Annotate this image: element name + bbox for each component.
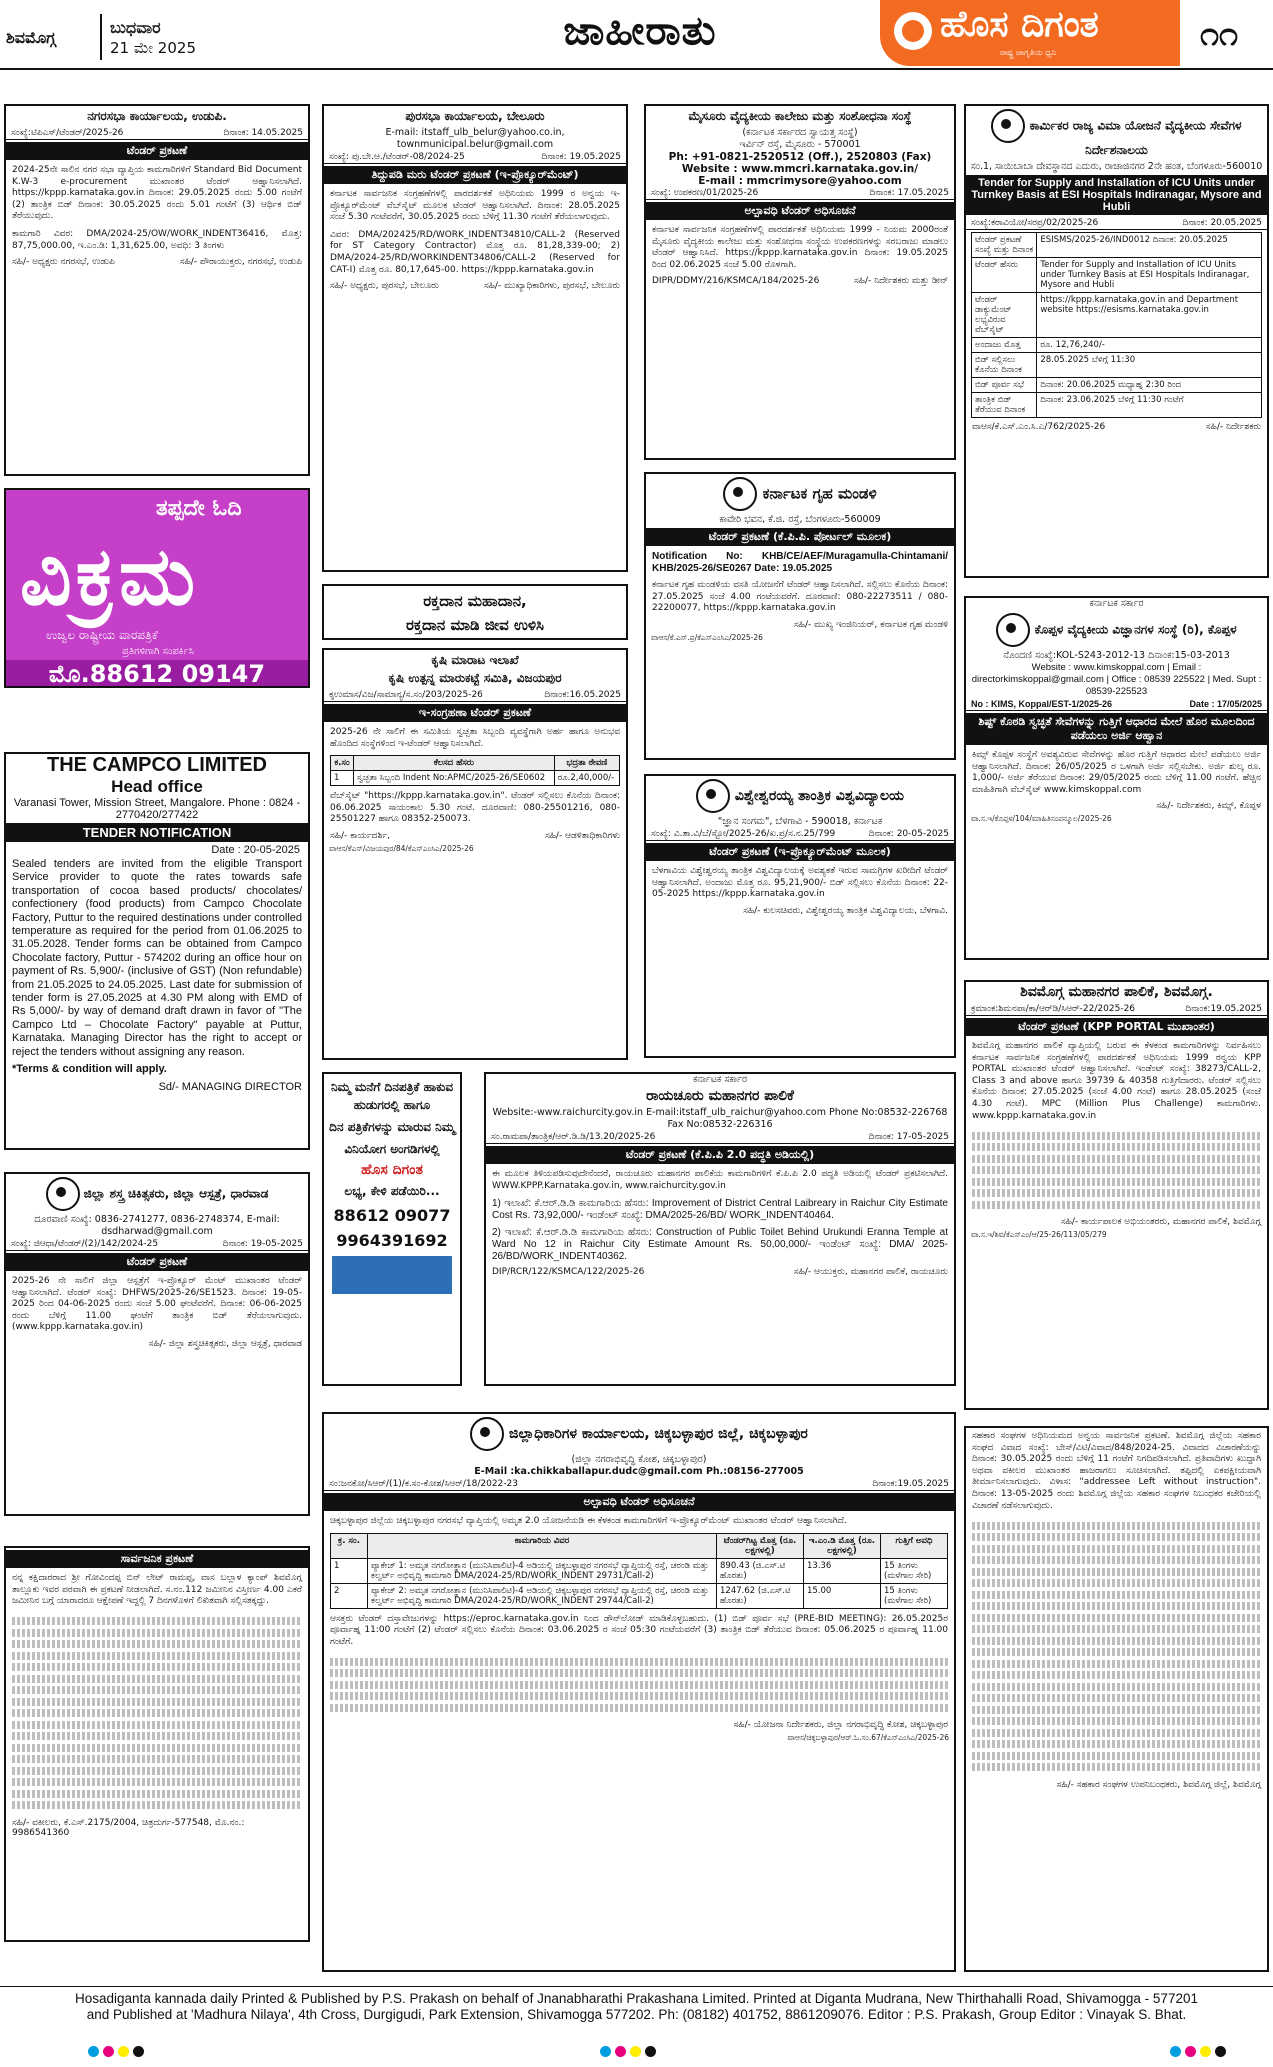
ad-office: ಪುರಸಭಾ ಕಾರ್ಯಾಲಯ, ಬೇಲೂರು — [405, 109, 545, 123]
ad-office — [966, 610, 1267, 650]
vikrama-contact: ಪ್ರತಿಗಳಿಗಾಗಿ ಸಂಪರ್ಕಿಸಿ — [122, 646, 194, 657]
table-row — [972, 338, 1262, 353]
registration-marks-center — [600, 2046, 656, 2060]
koppal-kims-ad — [964, 596, 1269, 960]
ad-bar: ಟೆಂಡರ್ ಪ್ರಕಟಣೆ (ಕೆ.ಪಿ.ಪಿ. ಪೋರ್ಟಲ್ ಮೂಲಕ) — [646, 528, 954, 546]
ad-gov: ಕರ್ನಾಟಕ ಸರ್ಕಾರ — [1089, 598, 1144, 609]
ad-notification: Notification No: KHB/CE/AEF/Muragamulla-Chintamani/ KHB/2025-26/SE0267 Date: 19.05.2025 — [652, 551, 948, 574]
ad-ref: No : KIMS, Koppal/EST-1/2025-26 — [971, 699, 1113, 709]
ad-date: ದಿನಾಂಕ: 19.05.2025 — [541, 152, 621, 162]
ad-bar: ಟೆಂಡರ್ ಪ್ರಕಟಣೆ (ಕೆ.ಪಿ.ಪಿ 2.0 ಪದ್ಧತಿ ಅಡಿಯಲ್ಲಿ) — [486, 1146, 954, 1164]
table-cell: ಟೆಂಡರ್ ಪ್ರಕಟಣೆ ಸಂಖ್ಯೆ ಮತ್ತು ದಿನಾಂಕ — [972, 233, 1037, 258]
cyan-mark-icon — [88, 2046, 99, 2057]
ad-office: ರಾಯಚೂರು ಮಹಾನಗರ ಪಾಲಿಕೆ — [646, 1088, 794, 1104]
ad-signatures — [486, 1265, 954, 1279]
ad-sign: ಸಹಿ/- ಮುಖ್ಯ ಇಂಜಿನಿಯರ್, ಕರ್ನಾಟಕ ಗೃಹ ಮಂಡಳಿ — [794, 619, 948, 630]
ad-office-text: ಜಿಲ್ಲಾಧಿಕಾರಿಗಳ ಕಾರ್ಯಾಲಯ, ಚಿಕ್ಕಬಳ್ಳಾಪುರ ಜಿಲ್ಲೆ, ಚಿಕ್ಕಬಳ್ಳಾಪುರ — [509, 1426, 808, 1442]
table-cell: ಸ್ವಚ್ಛತಾ ಸಿಬ್ಬಂದಿ Indent No:APMC/2025-26/SE0602 — [353, 771, 554, 786]
registration-marks-right — [1170, 2046, 1226, 2060]
campco-body: Sealed tenders are invited from the eligible Transport Service provider to quote the rates towards safe transportation of cocoa based products/ chocolates/ confectionery (food products) from Campco Chocolate Factory, Puttur to the required destinations under controlled temperature as required for the period from 01.06.2025 to 31.05.2028. Tender forms can be obtained from Campco Chocolate factory, Puttur - 574202 during an office hour on payment of Rs. 5,900/- (inclusive of GST) (Non refundable) from 21.05.2025 to 24.05.2025. Last date for submission of tender form is 27.05.2025 at 4.30 PM along with EMD of Rs 5,000/- by way of demand draft drawn in favor of "The Campco Ltd – Chocolate Factory" payable at Puttur, Karnataka. Managing Director has the right to accept or reject the tenders without assigning any reason. — [12, 858, 302, 1058]
yellow-mark-icon — [118, 2046, 129, 2057]
ad-date: ದಿನಾಂಕ: 17.05.2025 — [869, 188, 949, 198]
table-header-cell: ಕೆಲಸದ ಹೆಸರು — [353, 756, 554, 771]
vikrama-subtitle: ಉಜ್ವಲ ರಾಷ್ಟ್ರೀಯ ವಾರಪತ್ರಿಕೆ — [46, 628, 158, 642]
table-cell: Tender for Supply and Installation of ICU Units under Turnkey Basis at ESI Hospitals Indiranagar, Mysore and Hubli — [1037, 258, 1262, 293]
ad-office-text: ಜಿಲ್ಲಾ ಶಸ್ತ್ರ ಚಿಕಿತ್ಸಕರು, ಜಿಲ್ಲಾ ಆಸ್ಪತ್ರೆ, ಧಾರವಾಡ — [83, 1186, 269, 1201]
esi-table — [971, 232, 1262, 418]
table-cell: ರೂ. 12,76,240/- — [1037, 338, 1262, 353]
ad-bar: ಟೆಂಡರ್ ಪ್ರಕಟಣೆ (ಇ-ಪ್ರೊಕ್ಯೂರ್‌ಮೆಂಟ್ ಮೂಲಕ) — [646, 843, 954, 861]
promo-phone-1: 88612 09077 — [333, 1206, 451, 1225]
housing-logo-icon — [723, 477, 757, 511]
emblem-icon — [991, 109, 1025, 143]
ad-body: 2024-25ನೇ ಸಾಲಿನ ನಗರ ಸಭಾ ವ್ಯಾಪ್ತಿಯ ಕಾಮಗಾರಿಗಳಿಗೆ Standard Bid Document K.W-3 e-procurement ಮುಖಾಂತರ ಟೆಂಡರ್ ಆಹ್ವಾನಿಸಲಾಗಿದೆ. https://kppp.karnataka.gov.in ದಿನಾಂಕ: 29.05.2025 ರಂದು 5.00 ಗಂಟೆಗೆ (2) ತಾಂತ್ರಿಕ ಬಿಡ್ ದಿನಾಂಕ: 30.05.2025 ರಂದು 5.01 ಗಂಟೆಗೆ (3) ಆರ್ಥಿಕ ಬಿಡ್ ತೆರೆಯುವುದು. — [12, 165, 302, 222]
magenta-mark-icon — [1185, 2046, 1196, 2057]
table-header-row — [331, 756, 620, 771]
apmc-table — [330, 755, 620, 786]
footer-line-1: Hosadiganta kannada daily Printed & Published by P.S. Prakash on behalf of Jnanabharathi Prakashana Limited. Printed at Diganta Mudrana, New Thirthahalli Road, Shivamogga - 577201 — [75, 1991, 1198, 2006]
ad-meta — [324, 1478, 954, 1491]
edition-date-text: 21 ಮೇ 2025 — [110, 39, 196, 57]
sign-right: ಸಹಿ/- ಪೌರಾಯುಕ್ತರು, ನಗರಸಭೆ, ಉಡುಪಿ — [179, 257, 302, 268]
city-label: ಶಿವಮೊಗ್ಗ — [6, 28, 56, 47]
ad-footnote: ವಾಆಸ/ಕೆ.ಎಸ್.ಎಂ.ಸಿ.ಎ/762/2025-26 — [972, 422, 1106, 432]
ad-address: ಸಂ.1, ಸಾಯಿಬಾಬಾ ದೇವಸ್ಥಾನದ ಎದುರು, ರಾಜಾಜಿನಗರ 2ನೇ ಹಂತ, ಬೆಂಗಳೂರು-560010 — [970, 161, 1263, 172]
table-row — [972, 293, 1262, 338]
ad-sign: ಸಹಿ/- ವಕೀಲರು, ಕೆ.ಎಸ್.2175/2004, ಚಿತ್ರದುರ್ಗ-577548, ಮೊ.ನಂ.: 9986541360 — [12, 1817, 245, 1838]
public-notice-ad — [4, 1546, 310, 1942]
ad-text-lines — [6, 1611, 308, 1816]
table-cell: ರೂ.2,40,000/- — [554, 771, 619, 786]
ad-ref: ಕ್ರಮಾಂಕ:ಶಿಮನಪಾ/ಕಾ/ಆರ್‌ಡಿ/ಸಿಆರ್-22/2025-26 — [971, 1004, 1136, 1014]
sign-right: ಸಹಿ/- ಮುಖ್ಯಾಧಿಕಾರಿಗಳು, ಪುರಸಭೆ, ಬೇಲೂರು — [483, 281, 620, 292]
ad-sign: ಸಹಿ/- ನಿರ್ದೇಶಕರು — [1205, 422, 1261, 432]
ad-date: ದಿನಾಂಕ:19.05.2025 — [872, 1479, 949, 1489]
ad-meta — [966, 698, 1267, 711]
ad-meta — [324, 689, 626, 702]
ad-office — [6, 1174, 308, 1214]
ad-office-text: ಕೊಪ್ಪಳ ವೈದ್ಯಕೀಯ ವಿಜ್ಞಾನಗಳ ಸಂಸ್ಥೆ (ರಿ), ಕೊಪ್ಪಳ — [1034, 622, 1237, 637]
ad-date: ದಿನಾಂಕ: 14.05.2025 — [223, 128, 303, 138]
campco-tender-ad — [4, 752, 310, 1150]
promo-photo — [332, 1256, 452, 1294]
table-cell: 15.00 — [804, 1583, 881, 1608]
ad-bar: ತಿದ್ದುಪಡಿ ಮರು ಟೆಂಡರ್ ಪ್ರಕಟಣೆ (ಇ-ಪ್ರೊಕ್ಯೂರ್‌ಮೆಂಟ್) — [324, 166, 626, 184]
ad-date: ದಿನಾಂಕ: 20-05-2025 — [868, 829, 949, 839]
ad-bar: ಟೆಂಡರ್ ಪ್ರಕಟಣೆ — [6, 142, 308, 160]
ad-ref: ಸಂಖ್ಯೆ: ಉಪಕರಣ/01/2025-26 — [651, 188, 759, 198]
header-divider — [100, 14, 102, 60]
ad-body: 2025-26 ನೇ ಸಾಲಿಗೆ ಈ ಸಮಿತಿಯ ಸ್ವಚ್ಛತಾ ಸಿಬ್ಬಂದಿ ವ್ಯವಸ್ಥೆಗಾಗಿ ಅರ್ಹ ಹಾಗೂ ಅನುಭವ ಹೊಂದಿದ ಸಂಸ್ಥೆಗಳಿಂದ ಇ-ಟೆಂಡರ್ ಆಹ್ವಾನಿಸಲಾಗಿದೆ. — [330, 727, 620, 749]
ad-office: ಮೈಸೂರು ವೈದ್ಯಕೀಯ ಕಾಲೇಜು ಮತ್ತು ಸಂಶೋಧನಾ ಸಂಸ್ಥೆ — [688, 109, 912, 123]
table-row — [331, 1583, 948, 1608]
promo-line-3: ವಿನಿಯೋಗ ಅಂಗಡಿಗಳಲ್ಲಿ — [344, 1142, 440, 1156]
vikrama-promo-ad — [4, 488, 310, 688]
table-row — [972, 353, 1262, 378]
work-2: 2) ಇಲಾಖೆ: ಕೆ.ಆರ್.ಡಿ.ಡಿ ಕಾಮಗಾರಿಯ ಹೆಸರು: Construction of Public Toilet Behind Urukundi Eranna Temple at Ward No 12 in Raichur City Estimate Amount Rs. 50,00,000/- ಇಂಡೆಂಟ್ ಸಂಖ್ಯೆ: DMA/ 2025-26/BD/WORK_INDENT40362. — [492, 1227, 948, 1262]
campco-date: Date : 20-05-2025 — [211, 844, 300, 856]
ad-bar: ಅಲ್ಪಾವಧಿ ಟೆಂಡರ್ ಅಧಿಸೂಚನೆ — [324, 1493, 954, 1511]
dharwad-tender-ad — [4, 1172, 310, 1516]
ad-footnote: ವಾಆಸ/ಕೆ.ಎಸ್.ಪ್ರ/ಕೆಎಸ್‌ಎಂಸಿಎ/2025-26 — [651, 632, 763, 642]
ad-office — [646, 474, 954, 514]
ad-bar: ಅಲ್ಪಾವಧಿ ಟೆಂಡರ್ ಅಧಿಸೂಚನೆ — [646, 202, 954, 220]
black-mark-icon — [1215, 2046, 1226, 2057]
apmc-tender-ad — [322, 648, 628, 1060]
ad-body: ಶಿವಮೊಗ್ಗ ಮಹಾನಗರ ಪಾಲಿಕೆ ವ್ಯಾಪ್ತಿಯಲ್ಲಿ ಬರುವ ಈ ಕೆಳಕಂಡ ಕಾಮಗಾರಿಗಳನ್ನು ನಿರ್ವಹಿಸಲು ಕರ್ನಾಟಕ ಸಾರ್ವಜನಿಕ ಸಂಗ್ರಹಣೆಗಳಲ್ಲಿ ಪಾರದರ್ಶಕತೆ ಅಧಿನಿಯಮ 1999 ರನ್ವಯ KPP PORTAL ಮುಖಾಂತರ ಟೆಂಡರ್ ಆಹ್ವಾನಿಸಲಾಗಿದೆ. ಇಂಡೆಂಟ್ ಸಂಖ್ಯೆ: 38273/CALL-2, Class 3 and above ಹಾಗೂ 39739 & 40358 ಗುತ್ತಿಗೆದಾರರು. ಟೆಂಡರ್ ಸಲ್ಲಿಸಲು ಕೊನೆಯ ದಿನಾಂಕ: 27.05.2025 (ಸಂಜೆ 4.00 ಗಂಟೆ) ಹಾಗೂ 28.05.2025 (ಸಂಜೆ 4.30 ಗಂಟೆ). MPC (Million Plus Challenge) ಕಾಮಗಾರಿಗಳು. www.kppp.karnataka.gov.in — [972, 1041, 1261, 1121]
emblem-icon — [996, 613, 1030, 647]
campco-terms: *Terms & condition will apply. — [12, 1063, 167, 1076]
table-cell: ESISMS/2025-26/IND0012 ದಿನಾಂಕ: 20.05.2025 — [1037, 233, 1262, 258]
ad-sign: ಸಹಿ/- ಕುಲಸಚಿವರು, ವಿಶ್ವೇಶ್ವರಯ್ಯ ತಾಂತ್ರಿಕ ವಿಶ್ವವಿದ್ಯಾಲಯ, ಬೆಳಗಾವಿ. — [743, 905, 948, 916]
table-cell: ಟೆಂಡರ್ ಹೆಸರು — [972, 258, 1037, 293]
ad-body-2: ವೆಬ್‌ಸೈಟ್ "https://kppp.karnataka.gov.in". ಟೆಂಡರ್ ಸಲ್ಲಿಸಲು ಕೊನೆಯ ದಿನಾಂಕ: 06.06.2025 ಸಾಯಂಕಾಲ 5.30 ಗಂಟೆ. ದೂರವಾಣಿ: 080-25501216, 080-25501227 ಹಾಗೂ 08352-250073. — [330, 791, 620, 825]
table-cell: ಟೆಂಡರ್ ಡಾಕ್ಯುಮೆಂಟ್ ಲಭ್ಯವಿರುವ ವೆಬ್‌ಸೈಟ್ — [972, 293, 1037, 338]
page-footer — [0, 1986, 1273, 2036]
cyan-mark-icon — [1170, 2046, 1181, 2057]
ad-office-text: ವಿಶ್ವೇಶ್ವರಯ್ಯ ತಾಂತ್ರಿಕ ವಿಶ್ವವಿದ್ಯಾಲಯ — [734, 788, 905, 804]
emblem-icon — [46, 1177, 80, 1211]
ad-contact: E-mail: itstaff_ulb_belur@yahoo.co.in, townmunicipal.belur@gmail.com — [385, 127, 565, 150]
table-cell: 1 — [331, 1558, 368, 1583]
table-cell: 2 — [331, 1583, 368, 1608]
ad-date: ದಿನಾಂಕ: 20.05.2025 — [1182, 218, 1262, 228]
ad-ref: ಸಂ.ರಾಮಪಾ/ತಾಂತ್ರಿಕ/ಆರ್.ಡಿ.ಡಿ/13.20/2025-26 — [491, 1132, 656, 1142]
ad-date: ದಿನಾಂಕ:16.05.2025 — [544, 690, 621, 700]
table-header-cell: ಇ.ಎಂ.ಡಿ ಮೊತ್ತ (ರೂ. ಲಕ್ಷಗಳಲ್ಲಿ) — [804, 1533, 881, 1558]
ad-bar: ಶಿಷ್ಟ್ ಕೊಠಡಿ ಸ್ವಚ್ಛತೆ ಸೇವೆಗಳನ್ನು ಗುತ್ತಿಗೆ ಆಧಾರದ ಮೇಲೆ ಹೊರ ಮೂಲದಿಂದ ಪಡೆಯಲು ಅರ್ಜಿ ಆಹ್ವಾನ — [966, 713, 1267, 745]
yellow-mark-icon — [1200, 2046, 1211, 2057]
ad-signatures — [966, 420, 1267, 434]
blood-donation-message — [322, 584, 628, 640]
promo-availability: ಲಭ್ಯ, ಕೇಳಿ ಪಡೆಯಿರಿ... — [344, 1184, 440, 1198]
ad-body: 2025-26 ನೇ ಸಾಲಿಗೆ ಜಿಲ್ಲಾ ಆಸ್ಪತ್ರೆಗೆ ಇ-ಪ್ರೊಕ್ಯೂರ್ ಮೆಂಟ್ ಮುಖಾಂತರ ಟೆಂಡರ್ ಆಹ್ವಾನಿಸಲಾಗಿದೆ. ಟೆಂಡರ್ ಸಂಖ್ಯೆ: DHFWS/2025-26/SE1523. ದಿನಾಂಕ: 19-05-2025 ರಿಂದ 04-06-2025 ರಂದು ಸಂಜೆ 5.00 ಘಂಟೆವರೆಗೆ. ದಿನಾಂಕ: 06-06-2025 ರಂದು ಬೆಳಿಗ್ಗೆ 11.00 ಘಂಟೆಗೆ ತಾಂತ್ರಿಕ ಬಿಡ್ ತೆರೆಯಲಾಗುವುದು. (www.kppp.karnataka.gov.in) — [12, 1276, 302, 1333]
ad-sign: ಸಹಿ/- ಸಹಕಾರ ಸಂಘಗಳ ಉಪನಿಬಂಧಕರು, ಶಿವಮೊಗ್ಗ ಜಿಲ್ಲೆ, ಶಿವಮೊಗ್ಗ — [1056, 1779, 1261, 1790]
vtu-tender-ad — [644, 774, 956, 1058]
ad-body: ಈ ಮೂಲಕ ತಿಳಿಯಪಡಿಸುವುದೇನೆಂದರೆ, ರಾಯಚೂರು ಮಹಾನಗರ ಪಾಲಿಕೆಯ ಕಾಮಗಾರಿಗಳಿಗೆ ಕೆ.ಪಿ.ಪಿ 2.0 ಪದ್ಧತಿ ಅಡಿಯಲ್ಲಿ ಟೆಂಡರ್ ಪ್ರಕಟಿಸಲಾಗಿದೆ. WWW.KPPP.Karnataka.gov.in, www.raichurcity.gov.in — [492, 1169, 948, 1191]
ad-sign: ಸಹಿ/- ಯೋಜನಾ ನಿರ್ದೇಶಕರು, ಜಿಲ್ಲಾ ನಗರಾಭಿವೃದ್ಧಿ ಕೋಶ, ಚಿಕ್ಕಬಳ್ಳಾಪುರ — [733, 1720, 948, 1731]
ad-footnote: ವಾ.ಸ.ಇ/ಶಿವ/ಕೆಎಸ್‌ಎಂ/ಆ/25-26/113/05/279 — [971, 1230, 1107, 1240]
cooperative-notice-ad — [964, 1426, 1269, 1972]
page-number: ೧೧ — [1200, 14, 1239, 54]
table-cell: 890.43 (ಜಿ.ಎಸ್.ಟಿ ಹೊರತು) — [717, 1558, 804, 1583]
table-header-row — [331, 1533, 948, 1558]
ad-contact: Website : www.kimskoppal.com | Email : directorkimskoppal@gmail.com | Office : 08539 225522 | Med. Supt : 08539-225523 — [971, 662, 1262, 697]
udupi-tender-ad — [4, 104, 310, 476]
ad-ref: ಸಂಖ್ಯೆ: ಜಿಆಧಾ/ಟೆಂಡರ್/(2)/142/2024-25 — [11, 1239, 159, 1249]
works-table — [330, 1533, 948, 1609]
ad-body: ಬೆಳಗಾವಿಯ ವಿಶ್ವೇಶ್ವರಯ್ಯ ತಾಂತ್ರಿಕ ವಿಶ್ವವಿದ್ಯಾಲಯಕ್ಕೆ ಅವಶ್ಯಕತೆ ಇರುವ ಸಾಮಗ್ರಿಗಳ ಖರೀದಿಗೆ ಟೆಂಡರ್ ಆಹ್ವಾನಿಸಲಾಗಿದೆ. ಅಂದಾಜು ಮೊತ್ತ ರೂ. 95,21,900/- ಬಿಡ್ ಸಲ್ಲಿಸಲು ಕೊನೆಯ ದಿನಾಂಕ: 22-05-2025 https://kppp.karnataka.gov.in — [652, 866, 948, 900]
esi-tender-ad — [964, 104, 1269, 578]
table-cell: ಅಂದಾಜು ಮೊತ್ತ — [972, 338, 1037, 353]
table-header-cell: ಭದ್ರತಾ ಠೇವಣಿ — [554, 756, 619, 771]
ad-office-text: ಕಾರ್ಮಿಕರ ರಾಜ್ಯ ವಿಮಾ ಯೋಜನೆ ವೈದ್ಯಕೀಯ ಸೇವೆಗಳ ನಿರ್ದೇಶನಾಲಯ — [1029, 118, 1242, 157]
chikkaballapur-table-wrap — [324, 1531, 954, 1611]
ad-contact: ದೂರವಾಣಿ ಸಂಖ್ಯೆ: 0836-2741277, 0836-2748374, E-mail: dsdharwad@gmail.com — [34, 1214, 280, 1237]
ad-office: ಶಿವಮೊಗ್ಗ ಮಹಾನಗರ ಪಾಲಿಕೆ, ಶಿವಮೊಗ್ಗ. — [1020, 984, 1213, 1000]
ad-ref: ಸಂಖ್ಯೆ: ಪು.ಬೇ.ಆ./ಟೆಂಡರ್-08/2024-25 — [329, 152, 465, 162]
table-cell: 1 — [331, 771, 354, 786]
ad-body: ಆಸಕ್ತರು ಟೆಂಡರ್ ದಸ್ತಾವೇಜುಗಳನ್ನು https://eproc.karnataka.gov.in ನಿಂದ ಡೌನ್‌ಲೋಡ್ ಮಾಡಿಕೊಳ್ಳಬಹುದು. (1) ಬಿಡ್ ಪೂರ್ವ ಸಭೆ (PRE-BID MEETING): 26.05.2025ರ ಪೂರ್ವಾಹ್ನ 11:00 ಗಂಟೆಗೆ (2) ಟೆಂಡರ್ ಸಲ್ಲಿಸಲು ಕೊನೆಯ ದಿನಾಂಕ: 03.06.2025 ರ ಸಂಜೆ 05:30 ಗಂಟೆಯವರೆಗೆ (3) ತಾಂತ್ರಿಕ ಬಿಡ್ ತೆರೆಯುವ ದಿನಾಂಕ: 05.06.2025 ರ ಪೂರ್ವಾಹ್ನ 11.00 ಗಂಟೆಗೆ. — [330, 1613, 948, 1647]
ad-footnote: ವಾಆಸ/ಕೆಎಸ್/ವಿಜಯಪುರ/84/ಕೆಎಸ್‌ಎಂಸಿಎ/2025-26 — [329, 843, 474, 853]
emblem-icon — [470, 1417, 504, 1451]
ad-sign: ಸಹಿ/- ಆಯುಕ್ತರು, ಮಹಾನಗರ ಪಾಲಿಕೆ, ರಾಯಚೂರು — [793, 1267, 948, 1278]
mysore-medical-tender-ad — [644, 104, 956, 460]
ad-bar: ಸಾರ್ವಜನಿಕ ಪ್ರಕಟಣೆ — [6, 1550, 308, 1568]
campco-bar: TENDER NOTIFICATION — [6, 823, 308, 842]
ad-meta — [646, 828, 954, 841]
ad-body: ಕರ್ನಾಟಕ ಸಾರ್ವಜನಿಕ ಸಂಗ್ರಹಣೆಗಳಲ್ಲಿ ಪಾರದರ್ಶಕತೆ ಅಧಿನಿಯಮ 1999 ರ ಅನ್ವಯ ಇ-ಪ್ರೊಕ್ಯೂರ್‌ಮೆಂಟ್ ವೆಬ್‌ಸೈಟ್ ಮೂಲಕ ಟೆಂಡರ್ ಆಹ್ವಾನಿಸಲಾಗಿದೆ. ದಿನಾಂಕ: 28.05.2025 ಸಂಜೆ 5.30 ಗಂಟೆವರೆಗೆ, 30.05.2025 ರಂದು ಬೆಳಿಗ್ಗೆ 11.30 ಗಂಟೆಗೆ ತೆರೆಯಲಾಗುವುದು. — [330, 189, 620, 223]
table-cell: ದಿನಾಂಕ: 23.06.2025 ಬೆಳಿಗ್ಗೆ 11:30 ಗಂಟೆಗೆ — [1037, 393, 1262, 418]
ad-office — [966, 106, 1267, 161]
ad-body: ಸಹಕಾರ ಸಂಘಗಳ ಅಧಿನಿಯಮದ ಅನ್ವಯ ಸಾರ್ವಜನಿಕ ಪ್ರಕಟಣೆ. ಶಿವಮೊಗ್ಗ ಜಿಲ್ಲೆಯ ಸಹಕಾರ ಸಂಘದ ವಿವಾದ ಸಂಖ್ಯೆ: ಬೇಸ್/ವಿಟಿ/ವಿವಾದ/848/2024-25. ವಿವಾದದ ವಿಚಾರಣೆಯನ್ನು ದಿನಾಂಕ: 30.05.2025 ರಂದು ಬೆಳಿಗ್ಗೆ 11 ಗಂಟೆಗೆ ನಿಗದಿಪಡಿಸಲಾಗಿದೆ. ಪ್ರತಿವಾದಿಗಳು ಖುದ್ದಾಗಿ ಅಥವಾ ವಕೀಲರ ಮುಖಾಂತರ ಹಾಜರಾಗಲು ಸೂಚಿಸಲಾಗಿದೆ. ತಪ್ಪಿದಲ್ಲಿ ಏಕಪಕ್ಷೀಯವಾಗಿ ತೀರ್ಮಾನಿಸಲಾಗುವುದು. ವಿಳಾಸ: "addressee Left without instruction". ದಿನಾಂಕ: 13-05-2025 ರಂದು ಶಿವಮೊಗ್ಗ ಜಿಲ್ಲೆಯ ಸಹಕಾರ ಸಂಘಗಳ ನಿಬಂಧಕರ ಕಚೇರಿಯಲ್ಲಿ ವಿಚಾರಣೆ ನಡೆಸಲಾಗುವುದು. — [972, 1431, 1261, 1511]
chikkaballapur-tender-ad — [322, 1412, 956, 1972]
ad-body: ಕರ್ನಾಟಕ ಗೃಹ ಮಂಡಳಿಯ ವಸತಿ ಯೋಜನೆಗೆ ಟೆಂಡರ್ ಆಹ್ವಾನಿಸಲಾಗಿದೆ. ಸಲ್ಲಿಸಲು ಕೊನೆಯ ದಿನಾಂಕ: 27.05.2025 ಸಂಜೆ 4.00 ಗಂಟೆಯವರೆಗೆ. ದೂರವಾಣಿ: 080-22273511 / 080-22200077, https://kppp.karnataka.gov.in — [652, 580, 948, 614]
ad-text-lines — [966, 1125, 1267, 1215]
sign-left: ಸಹಿ/- ಅಧ್ಯಕ್ಷರು ನಗರಸಭೆ, ಉಡುಪಿ — [12, 257, 115, 268]
table-cell: ಪ್ಯಾಕೇಜ್ 2: ಅಮೃತ ನಗರೋತ್ಥಾನ (ಮುನಿಸಿಪಾಲಿಟಿ)-4 ಅಡಿಯಲ್ಲಿ ಚಿಕ್ಕಬಳ್ಳಾಪುರ ನಗರಸಭೆ ವ್ಯಾಪ್ತಿಯಲ್ಲಿ ರಸ್ತೆ, ಚರಂಡಿ ಮತ್ತು ಕಲ್ವರ್ಟ್ ಅಭಿವೃದ್ಧಿ ಕಾಮಗಾರಿ DMA/2024-25/RD/WORK_INDENT 29744/Call-2) — [368, 1583, 717, 1608]
ad-office — [646, 776, 954, 816]
table-header-cell: ಗುತ್ತಿಗೆ ಅವಧಿ — [881, 1533, 948, 1558]
table-header-cell: ಕಾಮಗಾರಿಯ ವಿವರ — [368, 1533, 717, 1558]
table-cell: ದಿನಾಂಕ: 20.06.2025 ಮಧ್ಯಾಹ್ನ 2:30 ರಿಂದ — [1037, 378, 1262, 393]
ad-address: ಇರ್ವಿನ್ ರಸ್ತೆ, ಮೈಸೂರು - 570001 — [739, 139, 861, 150]
black-mark-icon — [133, 2046, 144, 2057]
ad-office: ನಗರಸಭಾ ಕಾರ್ಯಾಲಯ, ಉಡುಪಿ. — [87, 109, 227, 123]
vikrama-title: ವಿಕ್ರಮ — [20, 530, 200, 623]
raichur-tender-ad — [484, 1072, 956, 1386]
ad-bar: ಟೆಂಡರ್ ಪ್ರಕಟಣೆ (KPP PORTAL ಮುಖಾಂತರ) — [966, 1018, 1267, 1036]
ad-date: ದಿನಾಂಕ: 19-05-2025 — [222, 1239, 303, 1249]
magenta-mark-icon — [615, 2046, 626, 2057]
belur-tender-ad — [322, 104, 628, 572]
paper-name: ಹೊಸ ದಿಗಂತ — [940, 4, 1099, 45]
ad-meta — [6, 127, 308, 140]
ad-date: ದಿನಾಂಕ:19.05.2025 — [1185, 1004, 1262, 1014]
ad-meta — [646, 187, 954, 200]
logo-emblem-icon — [894, 12, 932, 50]
ad-bar: ಟೆಂಡರ್ ಪ್ರಕಟಣೆ — [6, 1253, 308, 1271]
campco-sign: Sd/- MANAGING DIRECTOR — [158, 1080, 302, 1093]
section-title: ಜಾಹೀರಾತು — [563, 8, 717, 54]
vikrama-top: ತಪ್ಪದೇ ಓದಿ — [156, 496, 242, 521]
black-mark-icon — [645, 2046, 656, 2057]
hosadiganta-promo-ad — [322, 1072, 462, 1386]
ad-text-lines — [324, 1651, 954, 1718]
ad-body: ಕಿಮ್ಸ್ ಕೊಪ್ಪಳ ಸಂಸ್ಥೆಗೆ ಅವಶ್ಯವಿರುವ ಸೇವೆಗಳನ್ನು ಹೊರ ಗುತ್ತಿಗೆ ಆಧಾರದ ಮೇಲೆ ಪಡೆಯಲು ಅರ್ಜಿ ಆಹ್ವಾನಿಸಲಾಗಿದೆ. ದಿನಾಂಕ: 26/05/2025 ರ ಒಳಗಾಗಿ ಅರ್ಜಿ ಸಲ್ಲಿಸಬೇಕು. ಅರ್ಜಿ ಶುಲ್ಕ ರೂ. 1,000/- ಅರ್ಜಿ ತೆರೆಯುವ ದಿನಾಂಕ: 29/05/2025 ರಂದು ಬೆಳಿಗ್ಗೆ 11.00 ಗಂಟೆಗೆ. ಹೆಚ್ಚಿನ ಮಾಹಿತಿಗಾಗಿ ವೆಬ್‌ಸೈಟ್ www.kimskoppal.com — [972, 750, 1261, 795]
ad-bar: ಇ-ಸಂಗ್ರಹಣಾ ಟೆಂಡರ್ ಪ್ರಕಟಣೆ — [324, 704, 626, 722]
ad-footnote: DIP/RCR/122/KSMCA/122/2025-26 — [492, 1267, 645, 1278]
table-row — [972, 258, 1262, 293]
ad-sub: (ಕರ್ನಾಟಕ ಸರ್ಕಾರದ ಸ್ವಾಯತ್ತ ಸಂಸ್ಥೆ) — [742, 127, 858, 138]
ad-contact: Website:-www.raichurcity.gov.in E-mail:itstaff_ulb_raichur@yahoo.com Phone No:08532-226768 Fax No:08532-226316 — [492, 1107, 948, 1130]
ad-ref: ಸಂಖ್ಯೆ: ವಿ.ತಾ.ವಿ/ಬೆ/ಸ್ಟೋ/2025-26/ಖ.ಪ್ರ/ಸ.ನ.25/799 — [651, 829, 836, 839]
ad-body: ನನ್ನ ಕಕ್ಷಿದಾರರಾದ ಶ್ರೀ ಗೋವಿಂದಪ್ಪ ಬಿನ್ ಲೇಟ್ ರಾಮಪ್ಪ, ವಾಸ ಬಲ್ಲಾಳ ಕ್ಯಾಂಪ್ ಶಿವಮೊಗ್ಗ ತಾಲ್ಲೂಕು ಇವರ ಪರವಾಗಿ ಈ ಪ್ರಕಟಣೆ ನೀಡಲಾಗಿದೆ. ಸ.ನಂ.112 ಜಮೀನಿನ ವಿಸ್ತೀರ್ಣ 4.00 ಎಕರೆ ಜಮೀನಿನ ಬಗ್ಗೆ ಯಾರಾದರೂ ಆಕ್ಷೇಪಣೆ ಇದ್ದಲ್ಲಿ 7 ದಿನಗಳೊಳಗೆ ಲಿಖಿತವಾಗಿ ಸಲ್ಲಿಸತಕ್ಕದ್ದು. — [12, 1573, 302, 1607]
ad-office: ಕೃಷಿ ಮಾರಾಟ ಇಲಾಖೆ — [431, 653, 519, 667]
promo-line-1: ನಿಮ್ಮ ಮನೆಗೆ ದಿನಪತ್ರಿಕೆ ಹಾಕುವ ಹುಡುಗರಲ್ಲಿ ಹಾಗೂ — [330, 1080, 454, 1112]
ad-gov: ಕರ್ನಾಟಕ ಸರ್ಕಾರ — [693, 1074, 747, 1085]
footer-line-2: and Published at 'Madhura Nilaya', 4th Cross, Durgigudi, Park Extension, Shivamogga 577202. Ph: (08182) 401752, 8861209076. Editor : P.S. Prakash, Group Editor : Vinayak S. Bhat. — [86, 2007, 1187, 2022]
ad-meta — [486, 1131, 954, 1144]
ad-footnote: ವಾ.ಸ.ಇ/ಕೊಪ್ಪಳ/104/ಮಾಹಿತಿಸಂಪನ್ಮೂಲ/2025-26 — [971, 814, 1112, 824]
ad-footnote: ವಾಆಸ/ಚಿಕ್ಕಬಳ್ಳಾಪುರ/ಆರ್.ಓ.ಸಂ.67/ಕೆಎಸ್‌ಎಂಸಿಎ/2025-26 — [787, 1733, 949, 1743]
ad-date: Date : 17/05/2025 — [1189, 699, 1262, 709]
table-row — [331, 1558, 948, 1583]
ad-reg: ನೊಂದಣಿ ಸಂಖ್ಯೆ:KOL-S243-2012-13 ದಿನಾಂಕ:15-03-2013 — [1003, 650, 1230, 661]
table-cell: ಪ್ಯಾಕೇಜ್ 1: ಅಮೃತ ನಗರೋತ್ಥಾನ (ಮುನಿಸಿಪಾಲಿಟಿ)-4 ಅಡಿಯಲ್ಲಿ ಚಿಕ್ಕಬಳ್ಳಾಪುರ ನಗರಸಭೆ ವ್ಯಾಪ್ತಿಯಲ್ಲಿ ರಸ್ತೆ, ಚರಂಡಿ ಮತ್ತು ಕಲ್ವರ್ಟ್ ಅಭಿವೃದ್ಧಿ ಕಾಮಗಾರಿ DMA/2024-25/RD/WORK_INDENT 29731/Call-2) — [368, 1558, 717, 1583]
table-cell: 15 ತಿಂಗಳು (ಮಳೆಗಾಲ ಸೇರಿ) — [881, 1583, 948, 1608]
ad-ref: ಕೃಉಮಾಸ/ವಿಜ/ಸಾಮಾನ್ಯ/ಸ.ಸಂ/203/2025-26 — [329, 690, 483, 700]
ad-intro: ಚಿಕ್ಕಬಳ್ಳಾಪುರ ಜಿಲ್ಲೆಯ ಚಿಕ್ಕಬಳ್ಳಾಪುರ ನಗರಸಭೆ ವ್ಯಾಪ್ತಿಯಲ್ಲಿ ಅಮೃತ 2.0 ಯೋಜನೆಯಡಿ ಈ ಕೆಳಕಂಡ ಕಾಮಗಾರಿಗಳಿಗೆ ಇ-ಪ್ರೊಕ್ಯೂರ್‌ಮೆಂಟ್ ಮುಖಾಂತರ ಟೆಂಡರ್ ಆಹ್ವಾನಿಸಲಾಗಿದೆ. — [330, 1516, 847, 1526]
ad-email: E-mail : mmcrimysore@yahoo.com — [698, 175, 902, 187]
sign-left: ಸಹಿ/- ಕಾರ್ಯದರ್ಶಿ, — [330, 830, 390, 841]
blood-line-1: ರಕ್ತದಾನ ಮಹಾದಾನ, — [423, 592, 527, 610]
ad-meta — [966, 217, 1267, 230]
ad-meta — [324, 151, 626, 164]
ad-detail: ವಿವರ: DMA/202425/RD/WORK_INDENT34810/CALL-2 (Reserved for ST Category Contractor) ಮೊತ್ತ ರೂ. 81,28,339-00; 2) DMA/2024-25/RD/WORKINDENT34806/CALL-2 (Reserved for CAT-I) ಮೊತ್ತ ರೂ. 80,17,645-00. https://kppp.karnataka.gov.in — [330, 229, 620, 275]
esi-table-wrap — [966, 230, 1267, 420]
paper-logo — [880, 0, 1180, 66]
shivamogga-corporation-tender-ad — [964, 980, 1269, 1410]
ad-signatures — [324, 279, 626, 293]
ad-footnote: DIPR/DDMY/216/KSMCA/184/2025-26 — [652, 276, 820, 287]
sign-left: ಸಹಿ/- ಅಧ್ಯಕ್ಷರು, ಪುರಸಭೆ, ಬೇಲೂರು — [330, 281, 439, 292]
apmc-table-wrap — [324, 753, 626, 788]
table-row — [972, 393, 1262, 418]
ad-bar: Tender for Supply and Installation of ICU Units under Turnkey Basis at ESI Hospitals Indiranagar, Mysore and Hubli — [966, 175, 1267, 215]
table-cell: ಬಿಡ್ ಪೂರ್ವ ಸಭೆ — [972, 378, 1037, 393]
table-row — [972, 378, 1262, 393]
table-cell: ತಾಂತ್ರಿಕ ಬಿಡ್ ತೆರೆಯುವ ದಿನಾಂಕ — [972, 393, 1037, 418]
table-cell: 13.36 — [804, 1558, 881, 1583]
vtu-logo-icon — [696, 779, 730, 813]
campco-address: Varanasi Tower, Mission Street, Mangalore. Phone : 0824 - 2770420/277422 — [13, 797, 301, 821]
cyan-mark-icon — [600, 2046, 611, 2057]
ad-contact: E-Mail :ka.chikkaballapur.dudc@gmail.com Ph.:08156-277005 — [474, 1466, 804, 1477]
yellow-mark-icon — [630, 2046, 641, 2057]
promo-brand: ಹೊಸ ದಿಗಂತ — [361, 1162, 423, 1178]
campco-office: Head office — [111, 777, 203, 796]
ad-sub: ಕೃಷಿ ಉತ್ಪನ್ನ ಮಾರುಕಟ್ಟೆ ಸಮಿತಿ, ವಿಜಯಪುರ — [388, 671, 562, 685]
ad-meta — [966, 1003, 1267, 1016]
ad-office-text: ಕರ್ನಾಟಕ ಗೃಹ ಮಂಡಳಿ — [762, 484, 877, 503]
ad-date: ದಿನಾಂಕ: 17-05-2025 — [868, 1132, 949, 1142]
ad-ref: ಸಂಖ್ಯೆ:ಟಿಪಿಎಸ್/ಟೆಂಡರ್/2025-26 — [11, 128, 124, 138]
table-row — [972, 233, 1262, 258]
housing-board-tender-ad — [644, 472, 956, 760]
ad-detail: ಕಾಮಗಾರಿ ವಿವರ: DMA/2024-25/OW/WORK_INDENT36416, ಮೊತ್ತ: 87,75,000.00, ಇ.ಎಂ.ಡಿ: 1,31,625.00, ಅವಧಿ: 3 ತಿಂಗಳು — [12, 228, 302, 251]
table-cell: https://kppp.karnataka.gov.in and Department website https://esisms.karnataka.gov.in — [1037, 293, 1262, 338]
edition-date — [110, 18, 240, 58]
ad-sign: ಸಹಿ/- ನಿರ್ದೇಶಕರು, ಕಿಮ್ಸ್, ಕೊಪ್ಪಳ — [1156, 801, 1261, 812]
promo-line-2: ದಿನ ಪತ್ರಿಕೆಗಳನ್ನು ಮಾರುವ ನಿಮ್ಮ — [329, 1120, 455, 1134]
promo-phone-2: 9964391692 — [336, 1231, 448, 1250]
ad-sub: (ಜಿಲ್ಲಾ ನಗರಾಭಿವೃದ್ಧಿ ಕೋಶ, ಚಿಕ್ಕಬಳ್ಳಾಪುರ) — [571, 1454, 707, 1465]
table-cell: ಬಿಡ್ ಸಲ್ಲಿಸಲು ಕೊನೆಯ ದಿನಾಂಕ — [972, 353, 1037, 378]
ad-sign: ಸಹಿ/- ಕಾರ್ಯಪಾಲಕ ಅಭಿಯಂತರರು, ಮಹಾನಗರ ಪಾಲಿಕೆ, ಶಿವಮೊಗ್ಗ — [1060, 1217, 1261, 1228]
ad-office — [324, 1414, 954, 1454]
vikrama-phone: ಮೊ.88612 09147 — [6, 660, 308, 688]
blood-line-2: ರಕ್ತದಾನ ಮಾಡಿ ಜೀವ ಉಳಿಸಿ — [405, 616, 545, 634]
edition-day: ಬುಧವಾರ — [110, 18, 161, 37]
ad-website: Website : www.mmcri.karnataka.gov.in/ — [681, 163, 919, 175]
ad-ref: ಸಂ:ಜನಕೋ/ಸಿಆರ್/(1)/ಕ.ಸಂ-ಕೋಶ/ಸಿಆರ್/18/2022-23 — [329, 1479, 518, 1489]
magenta-mark-icon — [103, 2046, 114, 2057]
ad-address: ಕಾವೇರಿ ಭವನ, ಕೆ.ಜಿ. ರಸ್ತೆ, ಬೆಂಗಳೂರು-560009 — [719, 514, 881, 525]
ad-sub: "ಜ್ಞಾನ ಸಂಗಮ", ಬೆಳಗಾವಿ - 590018, ಕರ್ನಾಟಕ — [717, 816, 883, 827]
table-header-cell: ಕ್ರ. ಸಂ. — [331, 1533, 368, 1558]
table-header-cell: ಟೆಂಡರ್‌ಗಿಟ್ಟ ಮೊತ್ತ (ರೂ. ಲಕ್ಷಗಳಲ್ಲಿ) — [717, 1533, 804, 1558]
table-cell: 28.05.2025 ಬೆಳಿಗ್ಗೆ 11:30 — [1037, 353, 1262, 378]
page-header — [0, 0, 1273, 70]
table-cell: 1247.62 (ಜಿ.ಎಸ್.ಟಿ ಹೊರತು) — [717, 1583, 804, 1608]
sign-right: ಸಹಿ/- ಆಡಳಿತಾಧಿಕಾರಿಗಳು — [544, 830, 620, 841]
ad-sign: ಸಹಿ/- ನಿರ್ದೇಶಕರು ಮತ್ತು ಡೀನ್ — [854, 276, 948, 287]
registration-marks-left — [88, 2046, 144, 2060]
ad-signatures — [324, 829, 626, 843]
ad-meta — [6, 1238, 308, 1251]
ad-body: ಕರ್ನಾಟಕ ಸಾರ್ವಜನಿಕ ಸಂಗ್ರಹಣೆಗಳಲ್ಲಿ ಪಾರದರ್ಶಕತೆ ಅಧಿನಿಯಮ 1999 - ನಿಯಮ 2000ರಂತೆ ಮೈಸೂರು ವೈದ್ಯಕೀಯ ಕಾಲೇಜು ಮತ್ತು ಸಂಶೋಧನಾ ಸಂಸ್ಥೆಯ ಉಪಕರಣಗಳನ್ನು ಸರಬರಾಜು ಮಾಡಲು ಟೆಂಡರ್ ಆಹ್ವಾನಿಸಿದೆ. https://kppp.karnataka.gov.in ದಿನಾಂಕ: 19.05.2025 ರಿಂದ 02.06.2025 ಸಂಜೆ 5.00 ರೊಳಗಾಗಿ. — [652, 225, 948, 270]
ad-ref: ಸಂಖ್ಯೆ:ಕರಾವಿಯೋ/ಸರಪ್ರ/02/2025-26 — [971, 218, 1099, 228]
work-1: 1) ಇಲಾಖೆ: ಕೆ.ಆರ್.ಡಿ.ಡಿ ಕಾಮಗಾರಿಯ ಹೆಸರು: Improvement of District Central Laibreary in Raichur City Estimate Cost Rs. 73,92,000/- ಇಂಡೆಂಟ್ ಸಂಖ್ಯೆ: DMA/2025-26/BD/ WORK_INDENT40464. — [492, 1198, 948, 1221]
ad-signatures — [646, 274, 954, 288]
paper-tagline: ರಾಷ್ಟ್ರ ಜಾಗೃತಿಯ ಧ್ವನಿ — [1000, 48, 1057, 57]
table-cell: 15 ತಿಂಗಳು (ಮಳೆಗಾಲ ಸೇರಿ) — [881, 1558, 948, 1583]
campco-name: THE CAMPCO LIMITED — [47, 754, 267, 776]
table-row — [331, 771, 620, 786]
ad-signatures — [6, 255, 308, 269]
table-header-cell: ಕ.ಸಂ — [331, 756, 354, 771]
ad-sign: ಸಹಿ/- ಜಿಲ್ಲಾ ಶಸ್ತ್ರಚಿಕಿತ್ಸಕರು, ಜಿಲ್ಲಾ ಆಸ್ಪತ್ರೆ, ಧಾರವಾಡ — [148, 1338, 302, 1349]
ad-phone: Ph: +91-0821-2520512 (Off.), 2520803 (Fax) — [668, 151, 932, 163]
ad-text-lines — [966, 1515, 1267, 1778]
